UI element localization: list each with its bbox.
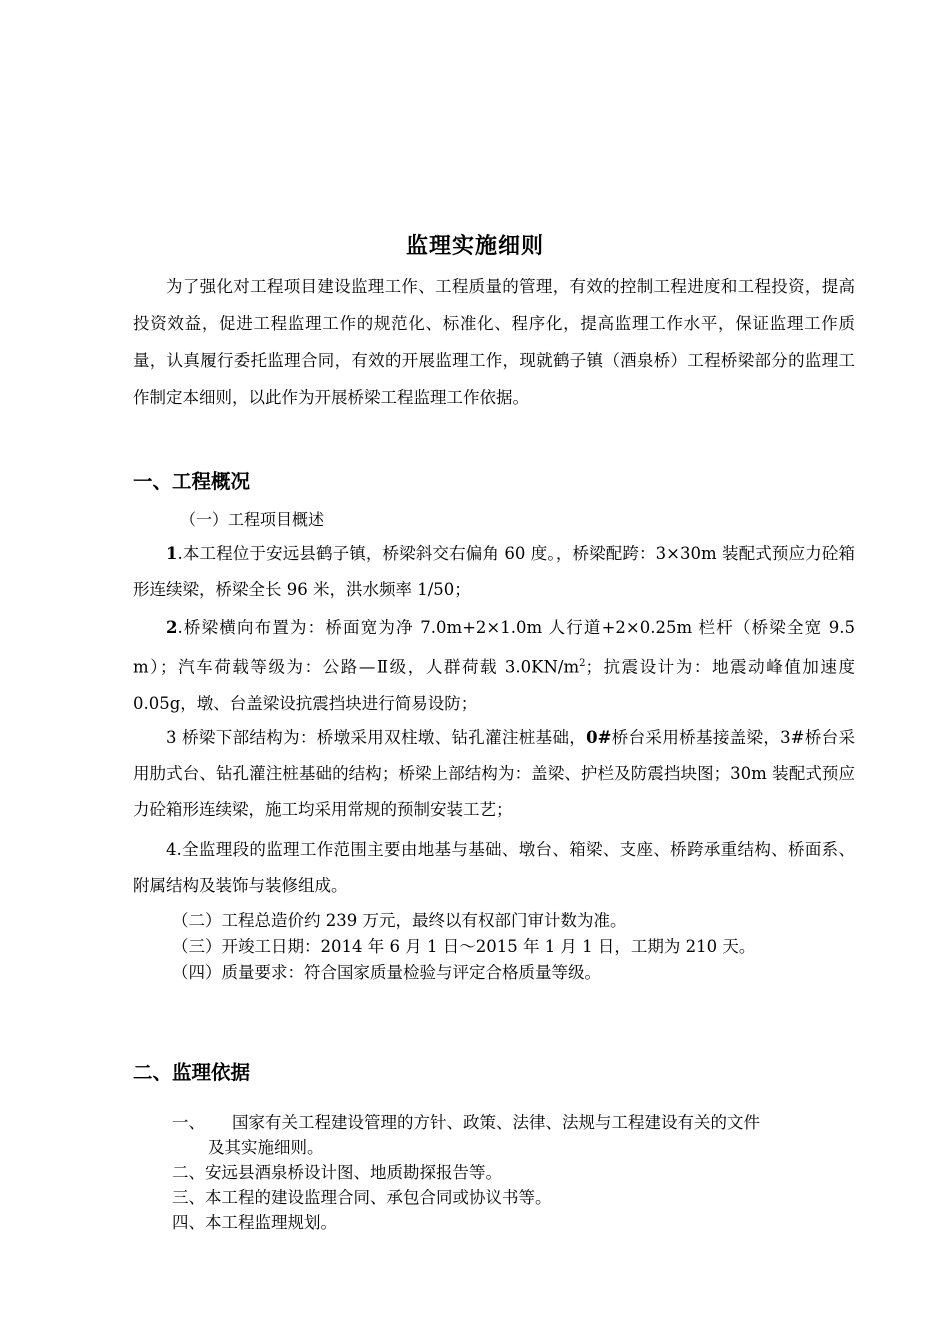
basis-item-2 — [172, 1161, 502, 1185]
paragraph-bold: 0# — [586, 728, 612, 747]
overview-paragraph-3 — [133, 720, 855, 828]
list-text: 国家有关工程建设管理的方针、政策、法律、法规与工程建设有关的文件 — [232, 1113, 760, 1132]
overview-paragraph-2 — [133, 610, 855, 722]
list-text: 本工程监理规划。 — [205, 1213, 337, 1232]
section-heading-basis: 二、监理依据 — [133, 1061, 251, 1084]
basis-item-3 — [172, 1186, 552, 1210]
basis-item-4 — [172, 1211, 337, 1235]
subsection-project-summary: （一）工程项目概述 — [180, 510, 325, 529]
basis-item-1 — [172, 1111, 760, 1135]
project-cost: （二）工程总造价约 239 万元，最终以有权部门审计数为准。 — [172, 911, 627, 930]
document-title: 监理实施细则 — [405, 234, 544, 259]
paragraph-text-cont: 桥台采用桥基接盖梁，3#桥台采用肋式台、钻孔灌注桩基础的结构；桥梁上部结构为：盖梁、护栏及防震挡块图；30m 装配式预应力砼箱形连续梁，施工均采用常规的预制安装工艺； — [133, 728, 855, 819]
overview-paragraph-4: 4.全监理段的监理工作范围主要由地基与基础、墩台、箱梁、支座、桥跨承重结构、桥面系、附属结构及装饰与装修组成。 — [133, 840, 855, 895]
superscript: 2 — [579, 658, 586, 669]
intro-paragraph: 为了强化对工程项目建设监理工作、工程质量的管理，有效的控制工程进度和工程投资，提高投资效益，促进工程监理工作的规范化、标准化、程序化，提高监理工作水平，保证监理工作质量，认真履行委托监理合同，有效的开展监理工作，现就鹤子镇（酒泉桥）工程桥梁部分的监理工作制定本细则，以此作为开展桥梁工程监理工作依据。 — [133, 277, 855, 407]
quality-requirement: （四）质量要求：符合国家质量检验与评定合格质量等级。 — [172, 963, 601, 982]
paragraph-number: 1 — [166, 544, 178, 563]
list-marker: 四、 — [172, 1213, 205, 1232]
list-marker: 一、 — [172, 1113, 205, 1132]
list-text: 安远县酒泉桥设计图、地质勘探报告等。 — [205, 1163, 502, 1182]
paragraph-text: .本工程位于安远县鹤子镇，桥梁斜交右偏角 60 度。，桥梁配跨：3×30m 装配式预应力砼箱形连续梁，桥梁全长 96 米，洪水频率 1/50； — [133, 544, 855, 599]
list-marker: 三、 — [172, 1188, 205, 1207]
paragraph-text-cont: ；抗震设计为：地震动峰值加速度 0.05g，墩、台盖梁设抗震挡块进行简易设防； — [133, 657, 855, 713]
list-text: 本工程的建设监理合同、承包合同或协议书等。 — [205, 1188, 552, 1207]
paragraph-text: 3 桥梁下部结构为：桥墩采用双柱墩、钻孔灌注桩基础， — [166, 728, 587, 747]
section-heading-overview: 一、工程概况 — [133, 470, 251, 493]
paragraph-number: 2 — [166, 618, 178, 637]
paragraph-text: .桥梁横向布置为：桥面宽为净 7.0m+2×1.0m 人行道+2×0.25m 栏杆（桥梁全宽 9.5 m）；汽车荷载等级为：公路—Ⅱ级，人群荷载 3.0KN/m — [133, 618, 855, 677]
list-marker: 二、 — [172, 1163, 205, 1182]
basis-item-1-continuation: 及其实施细则。 — [208, 1138, 324, 1157]
project-schedule: （三）开竣工日期：2014 年 6 月 1 日～2015 年 1 月 1 日，工期为 210 天。 — [172, 937, 756, 956]
overview-paragraph-1 — [133, 536, 855, 608]
